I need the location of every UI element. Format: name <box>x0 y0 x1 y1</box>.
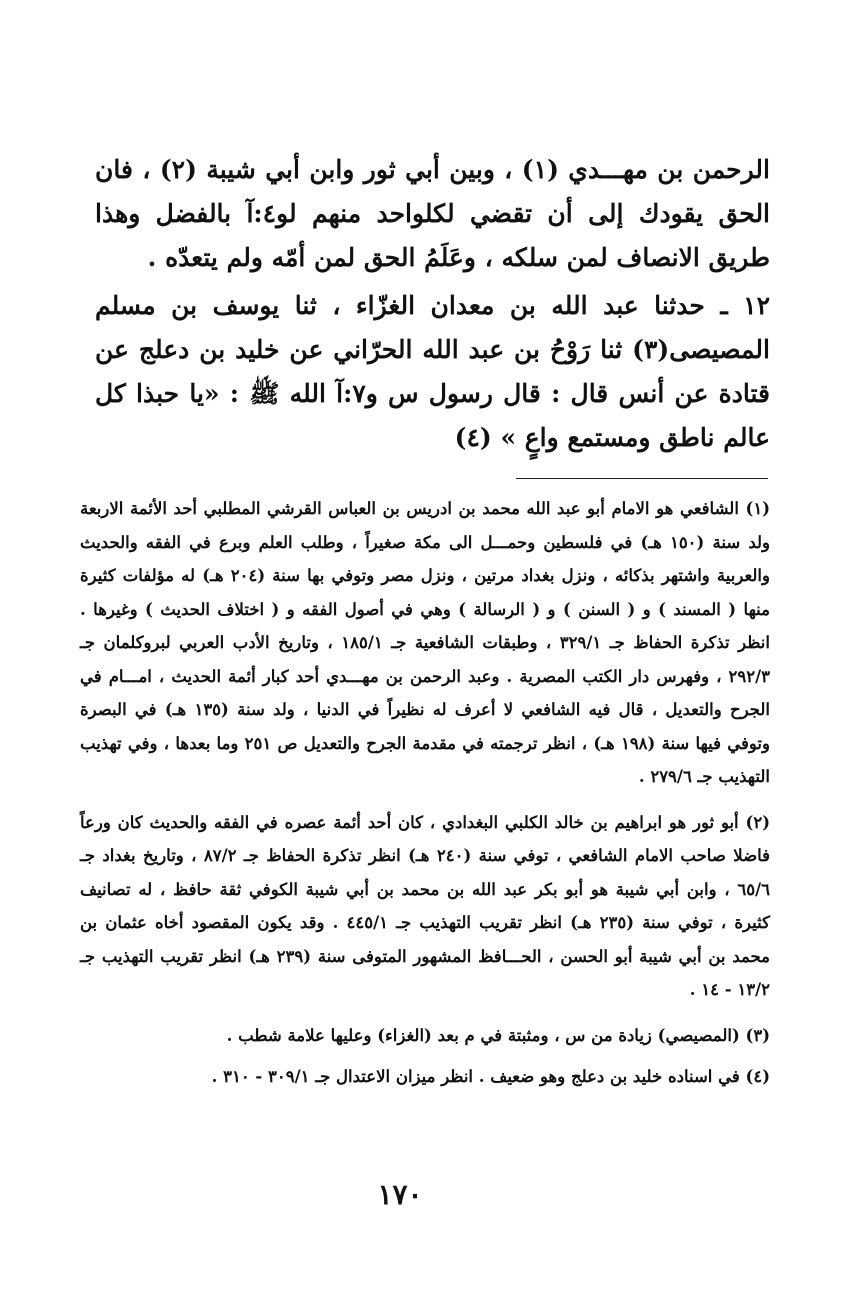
main-text-block <box>95 148 770 460</box>
footnote-3: (٣) (المصيصي) زيادة من س ، ومثبتة في م بعد (الغزاء) وعليها علامة شطب . <box>226 1025 770 1045</box>
hadith-paragraph: ١٢ ـ حدثنا عبد الله بن معدان الغزّاء ، ثنا يوسف بن مسلم المصيصى(٣) ثنا رَوْحُ بن عبد الله الحرّاني عن خليد بن دعلج عن قتادة عن أنس قال : قال رسول س و٧:آ الله ﷺ : «يا حبذا كل عالم ناطق ومستمع واعٍ » (٤) <box>95 291 771 452</box>
footnote-4: (٤) في اسناده خليد بن دعلج وهو ضعيف . انظر ميزان الاعتدال جـ ٣٠٩/١ - ٣١٠ . <box>211 1067 770 1086</box>
footnote-separator <box>516 478 768 479</box>
main-paragraph: الرحمن بن مهـــدي (١) ، وبين أبي ثور وابن أبي شيبة (٢) ، فان الحق يقودك إلى أن تقضي لكلواحد منهم لو٤:آ بالفضل وهذا طريق الانصاف لمن سلكه ، وعَلَمُ الحق لمن أمّه ولم يتعدّه . <box>95 155 771 272</box>
footnotes-block <box>80 492 770 1106</box>
page-number: ١٧٠ <box>377 1178 423 1211</box>
footnote-2: (٢) أبو ثور هو ابراهيم بن خالد الكلبي البغدادي ، كان أحد أئمة عصره في الفقه والحديث كان ورعاً فاضلا صاحب الامام الشافعي ، توفي سنة (٢٤٠ هـ) انظر تذكرة الحفاظ جـ ٨٧/٢ ، وتاريخ بغداد جـ ٦٥/٦ ، وابن أبي شيبة هو أبو بكر عبد الله بن محمد بن أبي شيبة الكوفي ثقة حافظ ، له تصانيف كثيرة ، توفي سنة (٢٣٥ هـ) انظر تقريب التهذيب جـ ٤٤٥/١ . وقد يكون المقصود أخاه عثمان بن محمد بن أبي شيبة أبو الحسن ، الحـــافظ المشهور المتوفى سنة (٢٣٩ هـ) انظر تقريب التهذيب جـ ١٣/٢ - ١٤ . <box>80 812 771 999</box>
footnote-1: (١) الشافعي هو الامام أبو عبد الله محمد بن ادريس بن العباس القرشي المطلبي أحد الأئمة الاربعة ولد سنة (١٥٠ هـ) في فلسطين وحمـــل الى مكة صغيراً ، وطلب العلم وبرع في الفقه والحديث والعربية واشتهر بذكائه ، ونزل بغداد مرتين ، ونزل مصر وتوفي بها سنة (٢٠٤ هـ) له مؤلفات كثيرة منها ( المسند ) و ( السنن ) و ( الرسالة ) وهي في أصول الفقه و ( اختلاف الحديث ) وغيرها . انظر تذكرة الحفاظ جـ ٣٢٩/١ ، وطبقات الشافعية جـ ١٨٥/١ ، وتاريخ الأدب العربي لبروكلمان جـ ٢٩٢/٣ ، وفهرس دار الكتب المصرية . وعبد الرحمن بن مهـــدي أحد كبار أئمة الحديث ، امـــام في الجرح والتعديل ، قال فيه الشافعي لا أعرف له نظيراً في الدنيا ، ولد سنة (١٣٥ هـ) في البصرة وتوفي فيها سنة (١٩٨ هـ) ، انظر ترجمته في مقدمة الجرح والتعديل ص ٢٥١ وما بعدها ، وفي تهذيب التهذيب جـ ٢٧٩/٦ . <box>80 499 770 786</box>
